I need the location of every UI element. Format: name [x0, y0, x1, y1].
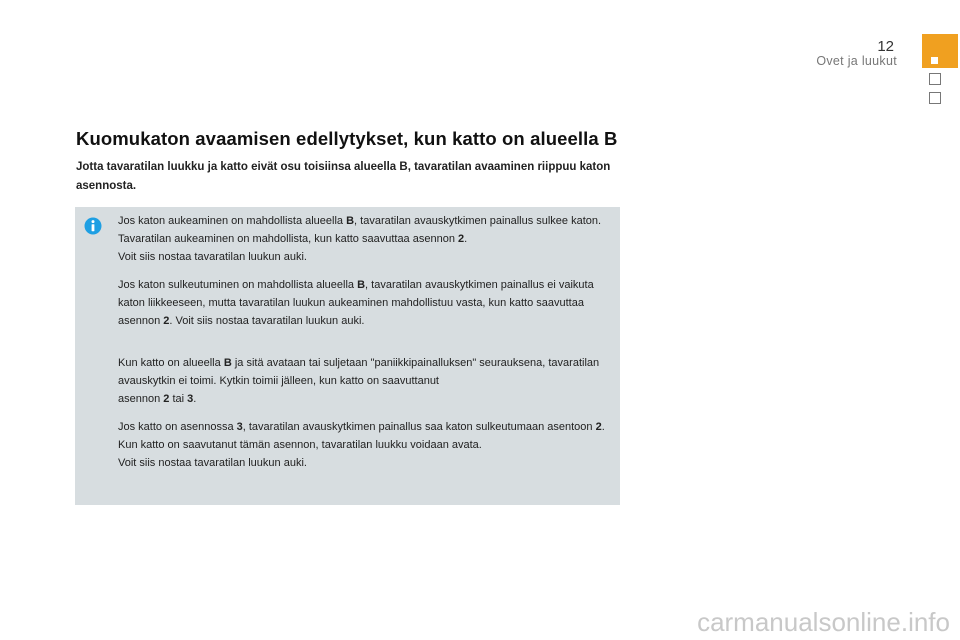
tab-marker-dot [931, 57, 938, 64]
info-panel [75, 207, 620, 505]
chapter-tab[interactable] [929, 92, 941, 104]
page-number: 12 [877, 38, 894, 55]
section-title: Ovet ja luukut [816, 54, 897, 68]
page-title: Kuomukaton avaamisen edellytykset, kun katto on alueella B [76, 128, 618, 149]
info-icon [84, 217, 102, 235]
watermark[interactable]: carmanualsonline.info [697, 607, 950, 637]
chapter-tab[interactable] [929, 73, 941, 85]
info-paragraph: Jos katon sulkeutuminen on mahdollista alueella B, tavaratilan avauskytkimen painallus ei vaikuta katon liikkeeseen, mutta tavaratilan luukun aukeaminen mahdollistuu vasta, kun katto saavuttaa asennon 2. Voit siis nostaa tavaratilan luukun auki. [118, 279, 594, 327]
intro-text: Jotta tavaratilan luukku ja katto eivät osu toisiinsa alueella B, tavaratilan avaaminen riippuu katon asennosta. [76, 161, 611, 192]
chapter-tab-active[interactable] [922, 34, 958, 68]
info-paragraph: Jos katto on asennossa 3, tavaratilan avauskytkimen painallus saa katon sulkeutumaan asentoon 2. Kun katto on saavutanut tämän asennon, tavaratilan luukku voidaan avata. Voit siis nostaa tavaratilan luukun auki. [118, 421, 605, 469]
info-paragraph: Jos katon aukeaminen on mahdollista alueella B, tavaratilan avauskytkimen painallus sulkee katon. Tavaratilan aukeaminen on mahdollista, kun katto saavuttaa asennon 2. Voit siis nostaa tavaratilan luukun auki. [118, 215, 602, 263]
info-paragraph: Kun katto on alueella B ja sitä avataan tai suljetaan "paniikkipainalluksen" seurauksena, tavaratilan avauskytkin ei toimi. Kytkin toimii jälleen, kun katto on saavuttanut asennon 2 tai 3. [118, 357, 600, 405]
